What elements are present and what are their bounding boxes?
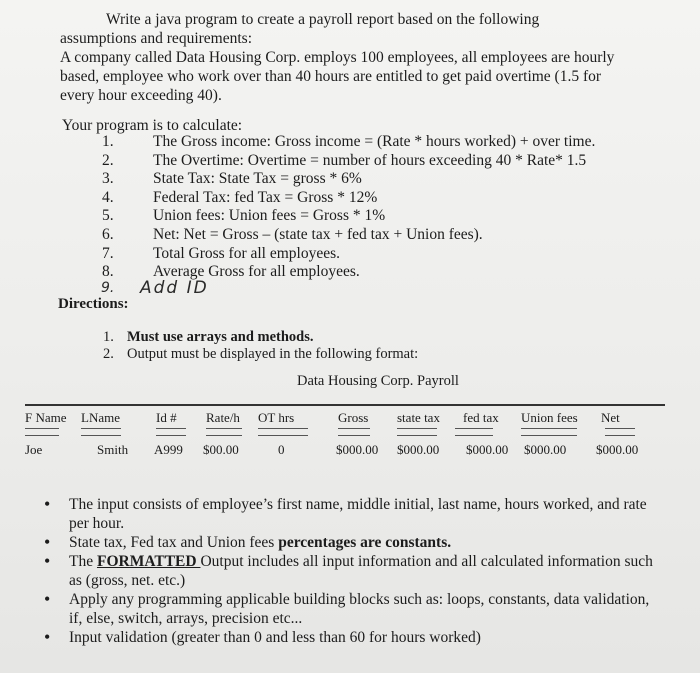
col-header-fed: fed tax	[463, 410, 499, 425]
header-underline	[258, 428, 308, 436]
list-item: 5. Union fees: Union fees = Gross * 1%	[102, 207, 386, 225]
col-header-rate: Rate/h	[206, 410, 240, 425]
list-item: 8. Average Gross for all employees.	[102, 263, 360, 281]
handwritten-note: Add ID	[140, 278, 209, 298]
list-item: • Apply any programming applicable building blocks such as: loops, constants, data validation, if, else, switch, arrays, precision etc...	[40, 590, 660, 628]
cell-id: A999	[154, 442, 183, 457]
cell-union: $000.00	[524, 442, 567, 457]
calc-heading: Your program is to calculate:	[62, 117, 243, 134]
cell-net: $000.00	[596, 442, 639, 457]
intro-line-5: every hour exceeding 40).	[60, 87, 222, 104]
list-item: • The FORMATTED Output includes all input information and all calculated information such as (gross, net. etc.)	[40, 552, 660, 590]
list-item: 7. Total Gross for all employees.	[102, 244, 341, 262]
payroll-table	[25, 398, 665, 468]
list-item: 1. Must use arrays and methods.	[103, 329, 314, 345]
intro-line-4: based, employee who work over than 40 hours are entitled to get paid overtime (1.5 for	[60, 68, 602, 85]
header-underline	[81, 428, 121, 436]
header-underline	[521, 428, 577, 436]
cell-gross: $000.00	[336, 442, 379, 457]
directions-list	[103, 328, 418, 362]
header-underline	[25, 428, 59, 436]
header-underline	[206, 428, 242, 436]
cell-rate: $00.00	[203, 442, 239, 457]
cell-lname: Smith	[97, 442, 129, 457]
list-item: 1. The Gross income: Gross income = (Rate * hours worked) + over time.	[102, 133, 596, 150]
list-item: 4. Federal Tax: fed Tax = Gross * 12%	[102, 188, 378, 206]
header-underline	[605, 428, 635, 436]
col-header-net: Net	[601, 410, 620, 425]
col-header-fname: F Name	[25, 410, 67, 425]
list-item: • State tax, Fed tax and Union fees percentages are constants.	[40, 533, 660, 552]
list-item: • The input consists of employee’s first name, middle initial, last name, hours worked, and rate per hour.	[40, 495, 660, 533]
intro-paragraph	[60, 10, 640, 105]
calc-list	[102, 132, 595, 281]
col-header-id: Id #	[156, 410, 177, 425]
list-item: • Input validation (greater than 0 and less than 60 for hours worked)	[40, 628, 660, 647]
directions-heading: Directions:	[58, 296, 129, 312]
list-item: 3. State Tax: State Tax = gross * 6%	[102, 170, 362, 188]
list-item: 6. Net: Net = Gross – (state tax + fed tax + Union fees).	[102, 225, 483, 243]
table-top-rule	[25, 404, 665, 406]
report-title: Data Housing Corp. Payroll	[297, 373, 459, 389]
cell-ot: 0	[278, 442, 285, 457]
col-header-gross: Gross	[338, 410, 369, 425]
cell-fname: Joe	[25, 442, 43, 457]
col-header-state: state tax	[397, 410, 440, 425]
intro-line-3: A company called Data Housing Corp. employs 100 employees, all employees are hourly	[60, 49, 615, 66]
col-header-ot: OT hrs	[258, 410, 295, 425]
col-header-lname: LName	[81, 410, 120, 425]
cell-state: $000.00	[397, 442, 440, 457]
intro-line-2: assumptions and requirements:	[60, 30, 252, 47]
col-header-union: Union fees	[521, 410, 578, 425]
header-underline	[156, 428, 186, 436]
cell-fed: $000.00	[466, 442, 509, 457]
requirements-list	[40, 495, 660, 647]
header-underline	[455, 428, 493, 436]
intro-line-1: Write a java program to create a payroll report based on the following	[106, 11, 540, 28]
list-item: 2. Output must be displayed in the following format:	[103, 346, 419, 362]
list-item: 2. The Overtime: Overtime = number of hours exceeding 40 * Rate* 1.5	[102, 151, 587, 169]
header-underline	[397, 428, 437, 436]
header-underline	[338, 428, 370, 436]
handwritten-number: 9.	[101, 280, 115, 296]
